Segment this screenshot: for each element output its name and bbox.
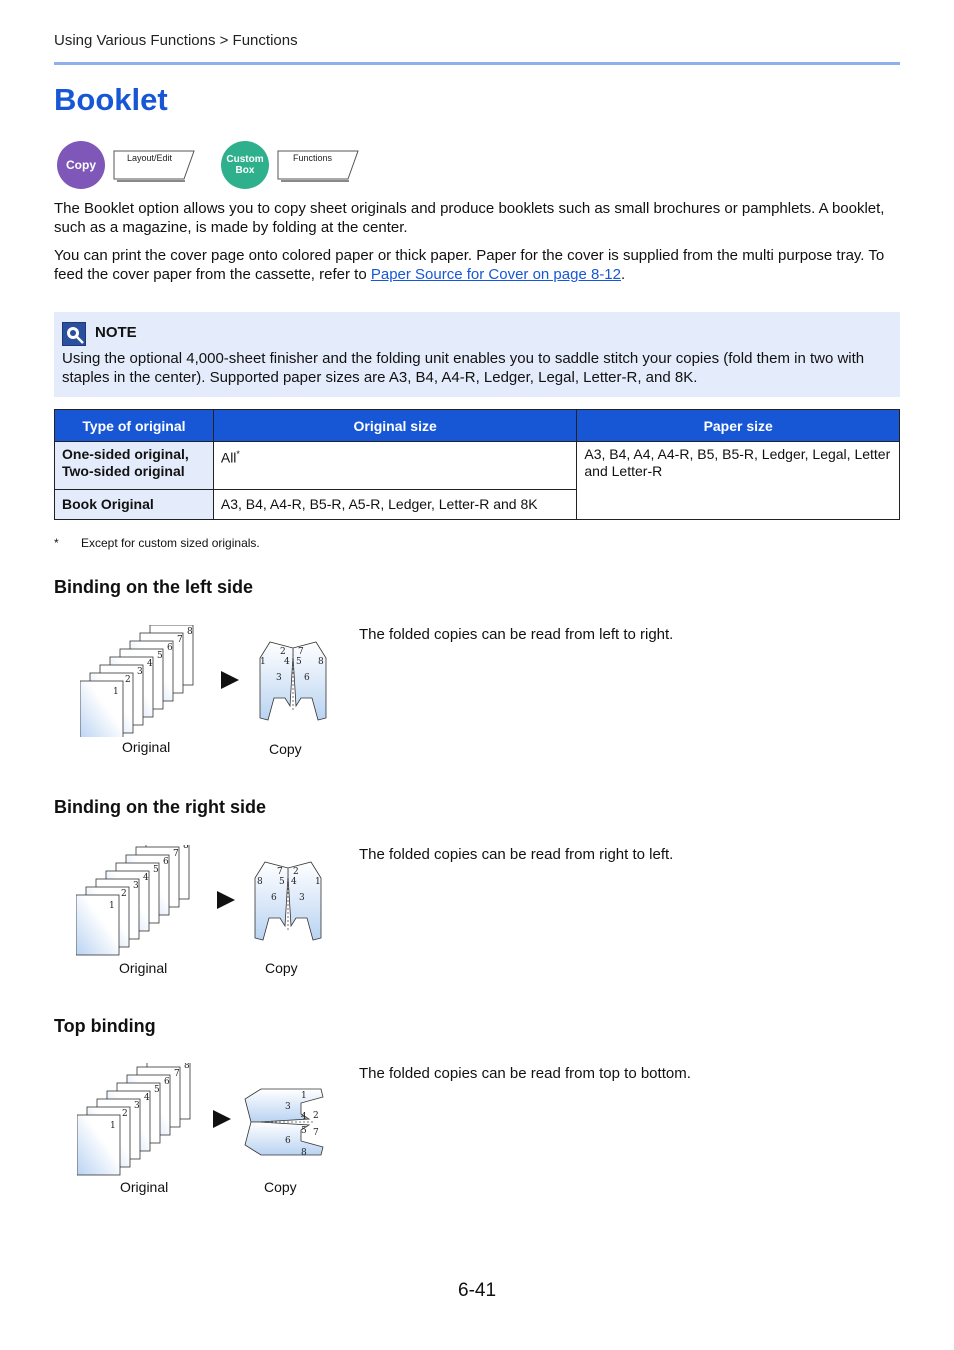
section-heading-right: Binding on the right side	[54, 797, 266, 817]
svg-text:8: 8	[301, 1148, 307, 1158]
table-cell: Book Original	[55, 490, 214, 520]
size-table	[54, 409, 900, 520]
intro-p2-text: You can print the cover page onto colored paper or thick paper. Paper for the cover is supplied from the multi purpose tray. To feed the cover paper from the cassette, refer to	[54, 247, 885, 283]
breadcrumb: Using Various Functions > Functions	[54, 32, 298, 49]
original-caption: Original	[122, 739, 171, 755]
intro-paragraph-1: The Booklet option allows you to copy sheet originals and produce booklets such as small brochures or pamphlets. A booklet, such as a magazine, is made by folding at the center.	[54, 200, 885, 236]
copy-caption: Copy	[269, 741, 302, 757]
table-header: Original size	[213, 410, 577, 442]
page-title: Booklet	[54, 82, 168, 117]
section-description: The folded copies can be read from top to bottom.	[359, 1065, 691, 1082]
table-header: Paper size	[577, 410, 900, 442]
table-cell: A3, B4, A4, A4-R, B5, B5-R, Ledger, Legal, Letter and Letter-R	[577, 442, 900, 520]
svg-text:6: 6	[271, 893, 277, 903]
booklet-copy-top-illustration	[243, 1085, 325, 1159]
table-cell: One-sided original, Two-sided original	[55, 442, 214, 490]
intro-paragraph-2	[54, 246, 900, 284]
header-rule	[54, 62, 900, 65]
table-header: Type of original	[55, 410, 214, 442]
svg-text:2: 2	[293, 867, 299, 877]
copy-caption: Copy	[265, 960, 298, 976]
footnote-mark: *	[236, 449, 240, 459]
intro-p2-end: .	[621, 266, 626, 283]
svg-text:5: 5	[301, 1126, 307, 1136]
svg-text:4: 4	[301, 1112, 307, 1122]
copy-caption: Copy	[264, 1179, 297, 1195]
svg-text:1: 1	[260, 657, 266, 667]
page-number: 6-41	[458, 1280, 497, 1301]
footnote-text: Except for custom sized originals.	[81, 536, 260, 550]
original-stack-illustration	[80, 625, 200, 737]
svg-text:8: 8	[257, 877, 263, 887]
svg-text:2: 2	[280, 647, 286, 657]
note-text: Using the optional 4,000-sheet finisher and the folding unit enables you to saddle stitch your copies (fold them in two with staples in the center). Supported paper sizes are A3, B4, A4-R, Ledger, Legal, Letter-R, and 8K.	[62, 350, 865, 386]
section-heading-top: Top binding	[54, 1016, 156, 1036]
svg-text:8: 8	[318, 657, 324, 667]
svg-text:6: 6	[304, 673, 310, 683]
arrow-right-icon	[212, 1109, 232, 1129]
layout-edit-tab-label: Layout/Edit	[127, 153, 173, 163]
note-icon	[62, 322, 86, 346]
table-cell	[213, 442, 577, 490]
svg-text:4: 4	[284, 657, 290, 667]
svg-text:5: 5	[279, 877, 285, 887]
svg-text:7: 7	[298, 647, 304, 657]
original-caption: Original	[119, 960, 168, 976]
table-header-row	[55, 410, 900, 442]
svg-text:5: 5	[296, 657, 302, 667]
arrow-right-icon	[216, 890, 236, 910]
svg-text:7: 7	[313, 1128, 319, 1138]
section-description: The folded copies can be read from right to left.	[359, 846, 674, 863]
original-stack-illustration	[76, 845, 196, 957]
original-size-all: All	[220, 449, 237, 466]
footnote-mark: *	[54, 536, 59, 550]
svg-text:4: 4	[291, 877, 297, 887]
arrow-right-icon	[220, 670, 240, 690]
svg-text:3: 3	[276, 673, 282, 683]
booklet-copy-left-illustration	[256, 640, 330, 722]
svg-text:6: 6	[285, 1136, 291, 1146]
booklet-copy-right-illustration	[251, 860, 325, 942]
table-row	[55, 442, 900, 490]
copy-badge: Copy	[57, 141, 105, 189]
note-label: NOTE	[95, 324, 137, 341]
original-stack-illustration	[77, 1063, 197, 1177]
svg-text:1: 1	[315, 877, 321, 887]
paper-source-link[interactable]: Paper Source for Cover on page 8-12	[370, 266, 621, 283]
svg-text:1: 1	[301, 1091, 307, 1101]
custom-box-badge: Custom Box	[221, 141, 269, 189]
svg-text:7: 7	[277, 867, 283, 877]
svg-text:3: 3	[299, 893, 305, 903]
table-cell: A3, B4, A4-R, B5-R, A5-R, Ledger, Letter-R and 8K	[213, 490, 577, 520]
original-caption: Original	[120, 1179, 169, 1195]
svg-text:3: 3	[285, 1102, 291, 1112]
section-heading-left: Binding on the left side	[54, 577, 253, 597]
svg-text:2: 2	[313, 1111, 319, 1121]
section-description: The folded copies can be read from left to right.	[359, 626, 674, 643]
functions-tab-label: Functions	[293, 153, 333, 163]
